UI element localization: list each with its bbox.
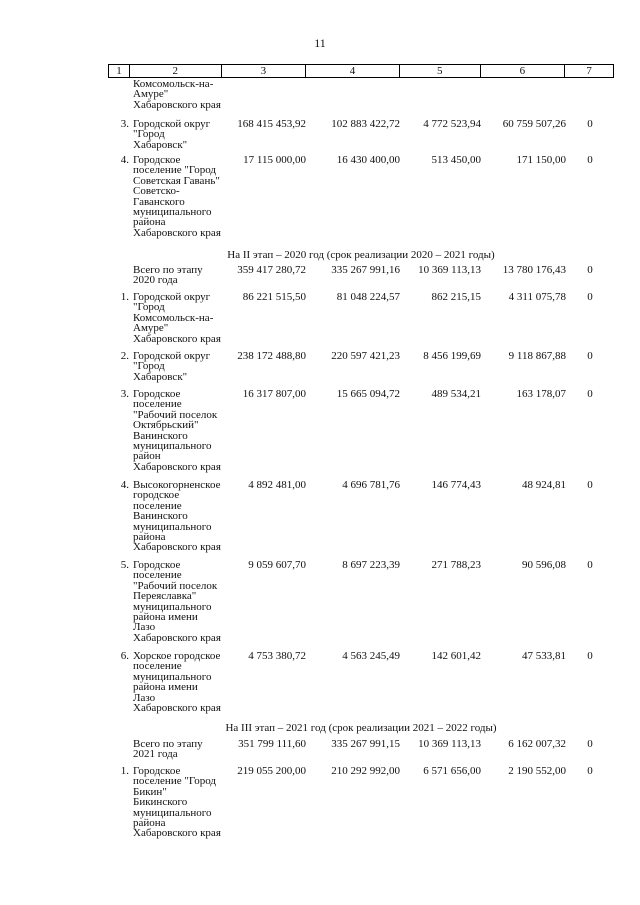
- fund-amount: 102 883 422,72: [331, 118, 400, 130]
- total-cost: 9 059 607,70: [248, 559, 306, 571]
- local-budget: 13 780 176,43: [502, 264, 566, 276]
- other-sources: 0: [587, 291, 593, 303]
- row-number: 3.: [120, 118, 129, 130]
- municipality-name: Городское поселение "Рабочий поселок Переяславка" муниципального района имени Лазо Хабаровского края: [133, 559, 221, 644]
- total-cost: 238 172 488,80: [237, 350, 306, 362]
- row-number: 2.: [120, 350, 129, 362]
- stage-2-title: На II этап – 2020 год (срок реализации 2020 – 2021 годы): [227, 249, 495, 261]
- total-cost: 16 317 807,00: [242, 388, 306, 400]
- municipality-name: Городское поселение "Город Советская Гавань" Советско-Гаванского муниципального района Хабаровского края: [133, 154, 221, 239]
- fund-amount: 210 292 992,00: [331, 765, 400, 777]
- region-budget: 8 456 199,69: [423, 350, 481, 362]
- region-budget: 10 369 113,13: [418, 738, 481, 750]
- local-budget: 9 118 867,88: [508, 350, 566, 362]
- other-sources: 0: [587, 650, 593, 662]
- other-sources: 0: [587, 154, 593, 166]
- region-budget: 489 534,21: [431, 388, 481, 400]
- fund-amount: 4 563 245,49: [342, 650, 400, 662]
- total-label: Всего по этапу 2020 года: [133, 264, 203, 287]
- total-cost: 351 799 111,60: [238, 738, 306, 750]
- fund-amount: 335 267 991,15: [331, 738, 400, 750]
- municipality-name: Городское поселение "Рабочий поселок Октябрьский" Ванинского муниципального район Хабаровского края: [133, 388, 221, 473]
- header-col-7: 7: [586, 65, 592, 77]
- fund-amount: 8 697 223,39: [342, 559, 400, 571]
- table-header-row: [108, 64, 614, 78]
- region-budget: 4 772 523,94: [423, 118, 481, 130]
- row-number: 1.: [120, 765, 129, 777]
- header-col-1: 1: [109, 65, 130, 77]
- stage-3-title: На III этап – 2021 год (срок реализации 2021 – 2022 годы): [225, 722, 497, 734]
- municipality-name: Хорское городское поселение муниципального района имени Лазо Хабаровского края: [133, 650, 221, 715]
- local-budget: 48 924,81: [522, 479, 566, 491]
- total-cost: 4 892 481,00: [248, 479, 306, 491]
- total-cost: 168 415 453,92: [237, 118, 306, 130]
- fund-amount: 81 048 224,57: [336, 291, 400, 303]
- row-number: 5.: [120, 559, 129, 571]
- municipality-name: Городской округ "Город Комсомольск-на-Амуре" Хабаровского края: [133, 291, 221, 345]
- total-label: Всего по этапу 2021 года: [133, 738, 203, 761]
- local-budget: 171 150,00: [516, 154, 566, 166]
- other-sources: 0: [587, 388, 593, 400]
- row-number: 4.: [120, 154, 129, 166]
- region-budget: 271 788,23: [431, 559, 481, 571]
- local-budget: 90 596,08: [522, 559, 566, 571]
- municipality-name: Городское поселение "Город Бикин" Бикинского муниципального района Хабаровского края: [133, 765, 221, 840]
- municipality-name: Городской округ "Город Хабаровск": [133, 350, 211, 383]
- total-cost: 17 115 000,00: [243, 154, 306, 166]
- local-budget: 6 162 007,32: [508, 738, 566, 750]
- region-budget: 513 450,00: [431, 154, 481, 166]
- region-budget: 146 774,43: [431, 479, 481, 491]
- fund-amount: 15 665 094,72: [336, 388, 400, 400]
- row-number: 3.: [120, 388, 129, 400]
- other-sources: 0: [587, 350, 593, 362]
- row-number: 1.: [120, 291, 129, 303]
- local-budget: 47 533,81: [522, 650, 566, 662]
- fund-amount: 4 696 781,76: [342, 479, 400, 491]
- header-col-2: 2: [130, 65, 222, 77]
- region-budget: 6 571 656,00: [423, 765, 481, 777]
- header-col-3: 3: [222, 65, 307, 77]
- total-cost: 359 417 280,72: [237, 264, 306, 276]
- total-cost: 219 055 200,00: [237, 765, 306, 777]
- municipality-name: Городской округ "Город Хабаровск": [133, 118, 211, 151]
- region-budget: 862 215,15: [431, 291, 481, 303]
- municipality-name: Высокогорненское городское поселение Ванинского муниципального района Хабаровского края: [133, 479, 221, 554]
- continuation-text: Комсомольск-на-Амуре" Хабаровского края: [133, 78, 221, 111]
- other-sources: 0: [587, 479, 593, 491]
- header-col-4: 4: [306, 65, 400, 77]
- local-budget: 4 311 075,78: [508, 291, 566, 303]
- fund-amount: 220 597 421,23: [331, 350, 400, 362]
- local-budget: 60 759 507,26: [502, 118, 566, 130]
- region-budget: 10 369 113,13: [418, 264, 481, 276]
- other-sources: 0: [587, 765, 593, 777]
- other-sources: 0: [587, 118, 593, 130]
- header-col-5: 5: [400, 65, 481, 77]
- fund-amount: 335 267 991,16: [331, 264, 400, 276]
- local-budget: 2 190 552,00: [508, 765, 566, 777]
- other-sources: 0: [587, 264, 593, 276]
- page-number: 11: [314, 36, 326, 50]
- header-col-6: 6: [481, 65, 566, 77]
- other-sources: 0: [587, 738, 593, 750]
- row-number: 6.: [120, 650, 129, 662]
- local-budget: 163 178,07: [516, 388, 566, 400]
- other-sources: 0: [587, 559, 593, 571]
- total-cost: 4 753 380,72: [248, 650, 306, 662]
- row-number: 4.: [120, 479, 129, 491]
- region-budget: 142 601,42: [431, 650, 481, 662]
- fund-amount: 16 430 400,00: [336, 154, 400, 166]
- total-cost: 86 221 515,50: [242, 291, 306, 303]
